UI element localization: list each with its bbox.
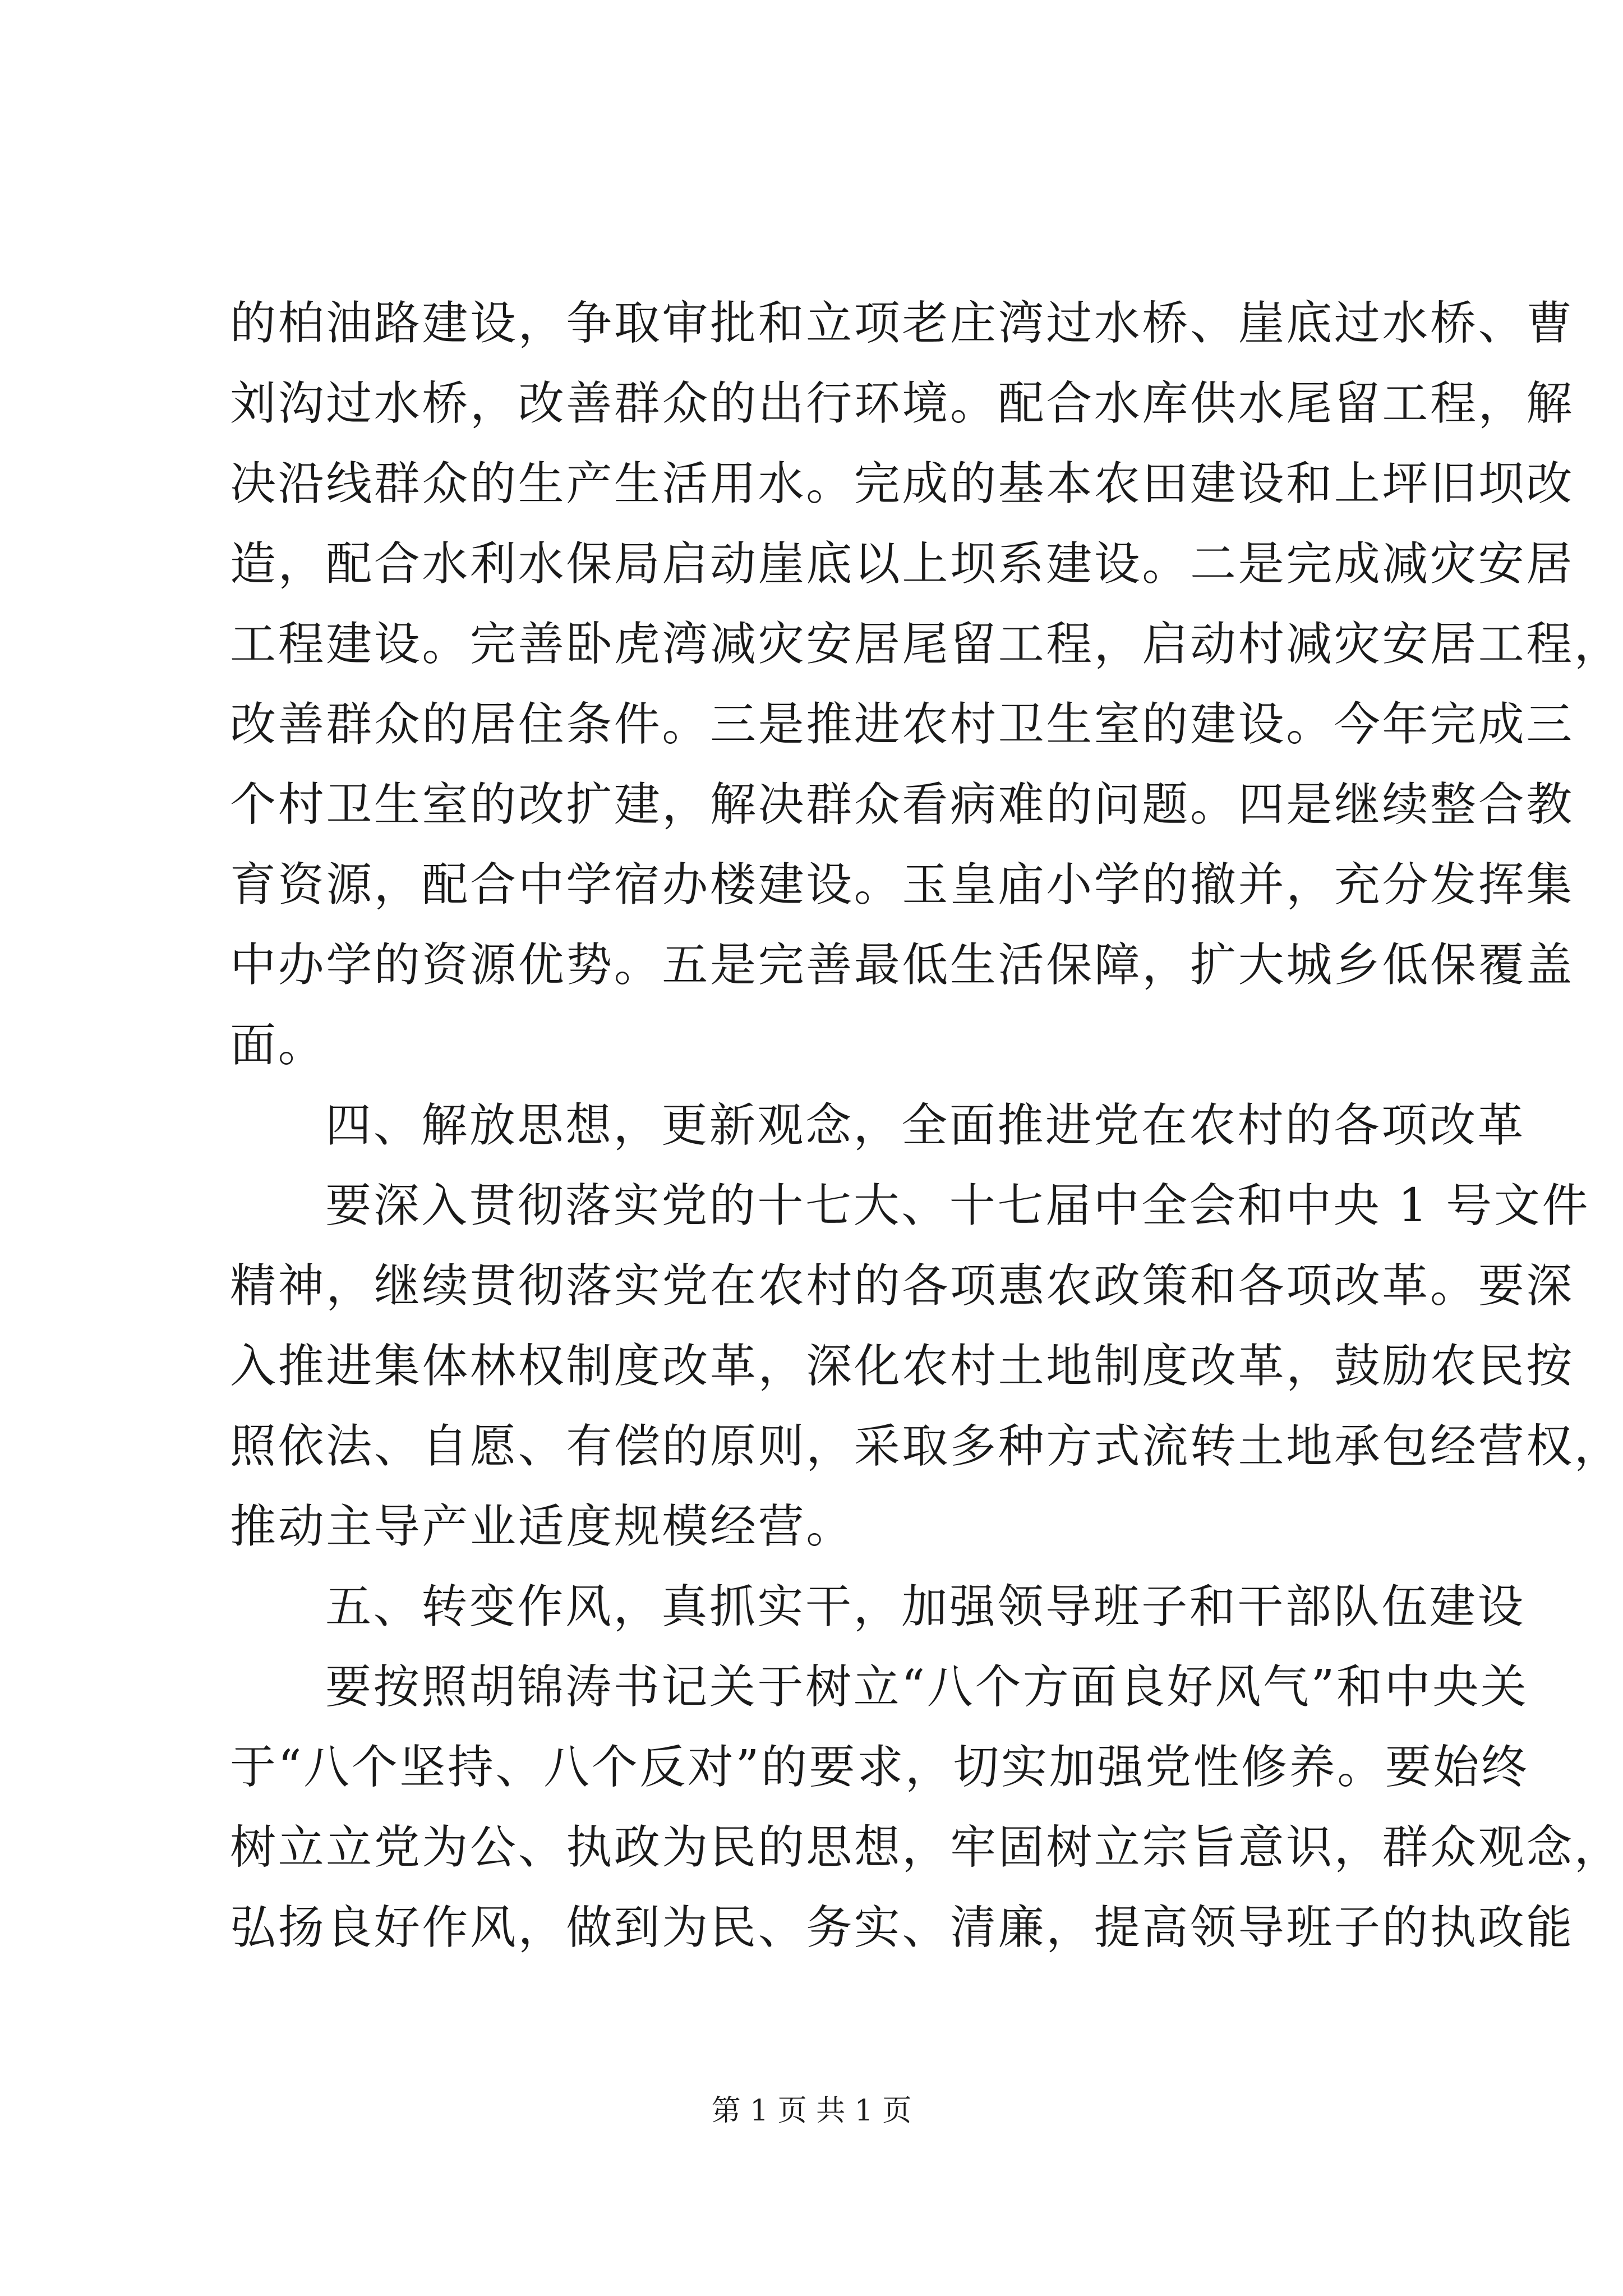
page-footer: 第 1 页 共 1 页 [711,2094,912,2128]
body-line: 育资源，配合中学宿办楼建设。玉皇庙小学的撤并，充分发挥集 [230,858,1574,912]
body-line: 树立立党为公、执政为民的思想，牢固树立宗旨意识，群众观念， [230,1821,1622,1874]
body-line: 推动主导产业适度规模经营。 [230,1500,854,1553]
body-line: 个村卫生室的改扩建，解决群众看病难的问题。四是继续整合教 [230,778,1574,831]
body-line: 中办学的资源优势。五是完善最低生活保障，扩大城乡低保覆盖 [230,938,1574,992]
body-line: 弘扬良好作风，做到为民、务实、清廉，提高领导班子的执政能 [230,1901,1574,1954]
body-line: 要按照胡锦涛书记关于树立“八个方面良好风气”和中央关 [325,1660,1529,1714]
section-heading: 五、转变作风，真抓实干，加强领导班子和干部队伍建设 [325,1580,1526,1634]
body-line: 要深入贯彻落实党的十七大、十七届中全会和中央 1 号文件 [325,1179,1590,1232]
document-body [230,283,1622,1968]
section-heading: 四、解放思想，更新观念，全面推进党在农村的各项改革 [325,1099,1526,1152]
body-line: 的柏油路建设，争取审批和立项老庄湾过水桥、崖底过水桥、曹 [230,297,1574,350]
body-line: 照依法、自愿、有偿的原则，采取多种方式流转土地承包经营权， [230,1420,1622,1473]
body-line: 于“八个坚持、八个反对”的要求，切实加强党性修养。要始终 [230,1741,1529,1794]
body-line: 面。 [230,1019,326,1072]
body-line: 决沿线群众的生产生活用水。完成的基本农田建设和上坪旧坝改 [230,457,1574,510]
body-line: 改善群众的居住条件。三是推进农村卫生室的建设。今年完成三 [230,698,1574,751]
body-line: 精神，继续贯彻落实党在农村的各项惠农政策和各项改革。要深 [230,1259,1574,1313]
body-line: 刘沟过水桥，改善群众的出行环境。配合水库供水尾留工程，解 [230,377,1574,430]
body-line: 造，配合水利水保局启动崖底以上坝系建设。二是完成减灾安居 [230,537,1574,591]
body-line: 入推进集体林权制度改革，深化农村土地制度改革，鼓励农民按 [230,1340,1574,1393]
body-line: 工程建设。完善卧虎湾减灾安居尾留工程，启动村减灾安居工程， [230,618,1622,671]
